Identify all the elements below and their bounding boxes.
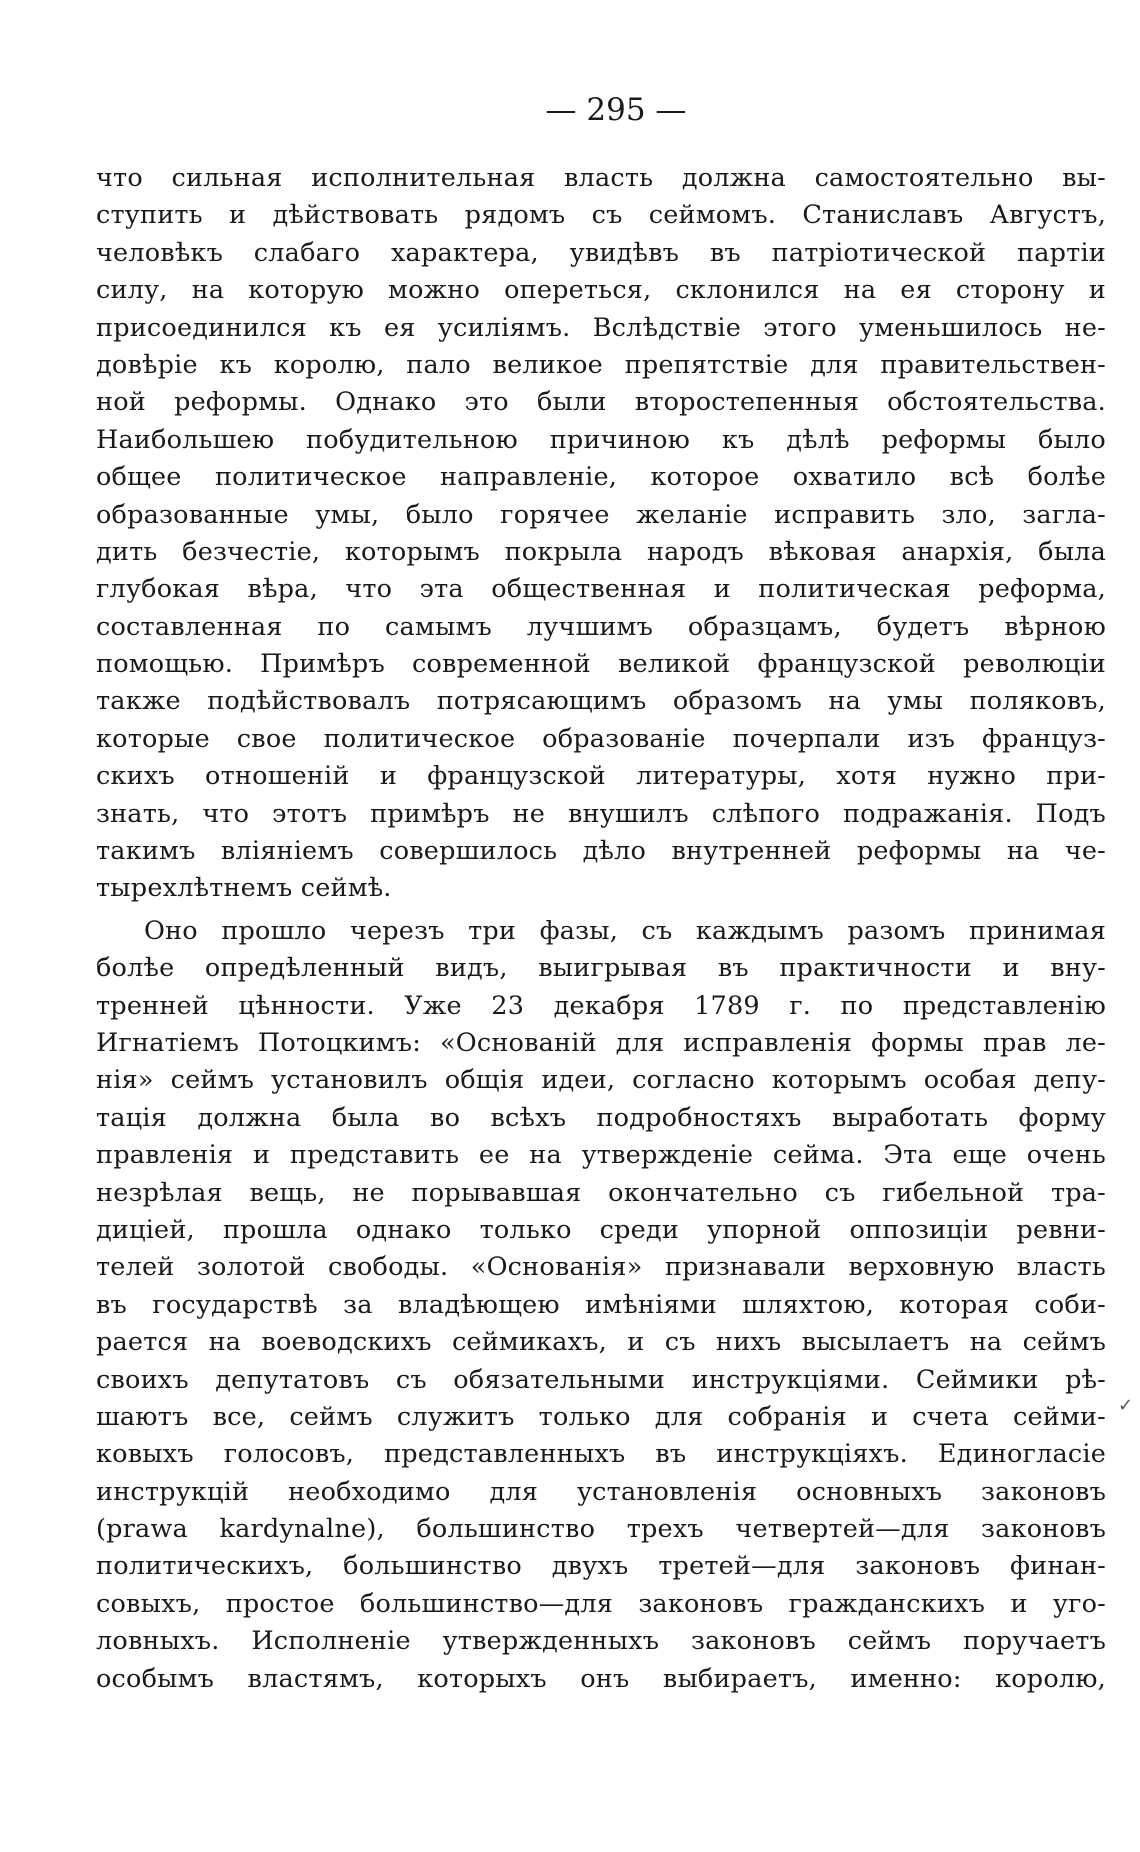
text-line: диціей, прошла однако только среди упорной оппозиціи ревни- [96, 1214, 1106, 1245]
text-line: совыхъ, простое большинство—для законовъ гражданскихъ и уго- [96, 1588, 1106, 1619]
text-line: ковыхъ голосовъ, представленныхъ въ инструкціяхъ. Единогласіе [96, 1439, 1106, 1470]
text-line: рается на воеводскихъ сеймикахъ, и съ нихъ высылаетъ на сеймъ [96, 1327, 1106, 1358]
text-line: своихъ депутатовъ съ обязательными инструкціями. Сеймики рѣ- [96, 1364, 1106, 1395]
text-line: ступить и дѣйствовать рядомъ съ сеймомъ. Станиславъ Августъ, [96, 200, 1106, 231]
text-line: присоединился къ ея усиліямъ. Вслѣдствіе этого уменьшилось не- [96, 312, 1106, 343]
text-line: такимъ вліяніемъ совершилось дѣло внутренней реформы на че- [96, 836, 1106, 867]
text-line: правленія и представить ее на утвержденіе сейма. Эта еще очень [96, 1140, 1106, 1171]
text-line: скихъ отношеній и французской литературы, хотя нужно при- [96, 761, 1106, 792]
text-line: образованные умы, было горячее желаніе исправить зло, загла- [96, 499, 1106, 530]
paragraph-2 [96, 913, 1106, 1698]
text-line: (prawa kardynalne), большинство трехъ четвертей—для законовъ [96, 1514, 1106, 1545]
text-line: въ государствѣ за владѣющею имѣніями шляхтою, которая соби- [96, 1289, 1106, 1320]
text-line: тренней цѣнности. Уже 23 декабря 1789 г. по представленію [96, 990, 1106, 1021]
text-line: Игнатіемъ Потоцкимъ: «Основаній для исправленія формы прав ле- [96, 1027, 1106, 1058]
text-line: общее политическое направленіе, которое охватило всѣ болѣе [96, 462, 1106, 493]
text-line: ловныхъ. Исполненіе утвержденныхъ законовъ сеймъ поручаетъ [96, 1626, 1106, 1657]
text-line: телей золотой свободы. «Основанія» признавали верховную власть [96, 1252, 1106, 1283]
text-line: политическихъ, большинство двухъ третей—для законовъ финан- [96, 1551, 1106, 1582]
text-line: Наибольшею побудительною причиною къ дѣлѣ реформы было [96, 424, 1106, 455]
text-line: силу, на которую можно опереться, склонился на ея сторону и [96, 275, 1106, 306]
text-line: глубокая вѣра, что эта общественная и политическая реформа, [96, 574, 1106, 605]
text-line: дить безчестіе, которымъ покрыла народъ вѣковая анархія, была [96, 536, 1106, 567]
text-line: болѣе опредѣленный видъ, выигрывая въ практичности и вну- [96, 953, 1106, 984]
text-line: тація должна была во всѣхъ подробностяхъ выработать форму [96, 1102, 1106, 1133]
text-line: составленная по самымъ лучшимъ образцамъ, будетъ вѣрною [96, 611, 1106, 642]
text-line: также подѣйствовалъ потрясающимъ образомъ на умы поляковъ, [96, 686, 1106, 717]
text-line: довѣріе къ королю, пало великое препятствіе для правительствен- [96, 349, 1106, 380]
text-line: знать, что этотъ примѣръ не внушилъ слѣпого подражанія. Подъ [96, 798, 1106, 829]
text-line: человѣкъ слабаго характера, увидѣвъ въ патріотической партіи [96, 237, 1106, 268]
text-line: инструкцій необходимо для установленія основныхъ законовъ [96, 1476, 1106, 1507]
text-line: что сильная исполнительная власть должна самостоятельно вы- [96, 163, 1106, 193]
margin-check-mark: ✓ [1118, 1395, 1134, 1416]
text-line: нія» сеймъ установилъ общія идеи, согласно которымъ особая депу- [96, 1065, 1106, 1096]
text-line: тырехлѣтнемъ сеймѣ. [96, 873, 392, 904]
text-line: шаютъ все, сеймъ служитъ только для собранія и счета сейми- [96, 1401, 1106, 1432]
paragraph-1 [96, 160, 1106, 908]
text-line: Оно прошло черезъ три фазы, съ каждымъ разомъ принимая [144, 915, 1106, 946]
page [96, 88, 1106, 1698]
text-line: особымъ властямъ, которыхъ онъ выбираетъ, именно: королю, [96, 1663, 1106, 1694]
page-number: — 295 — [545, 92, 687, 128]
text-line: ной реформы. Однако это были второстепенныя обстоятельства. [96, 387, 1106, 418]
text-line: незрѣлая вещь, не порывавшая окончательно съ гибельной тра- [96, 1177, 1106, 1208]
text-line: помощью. Примѣръ современной великой французской революціи [96, 649, 1106, 680]
text-line: которые свое политическое образованіе почерпали изъ француз- [96, 723, 1106, 754]
